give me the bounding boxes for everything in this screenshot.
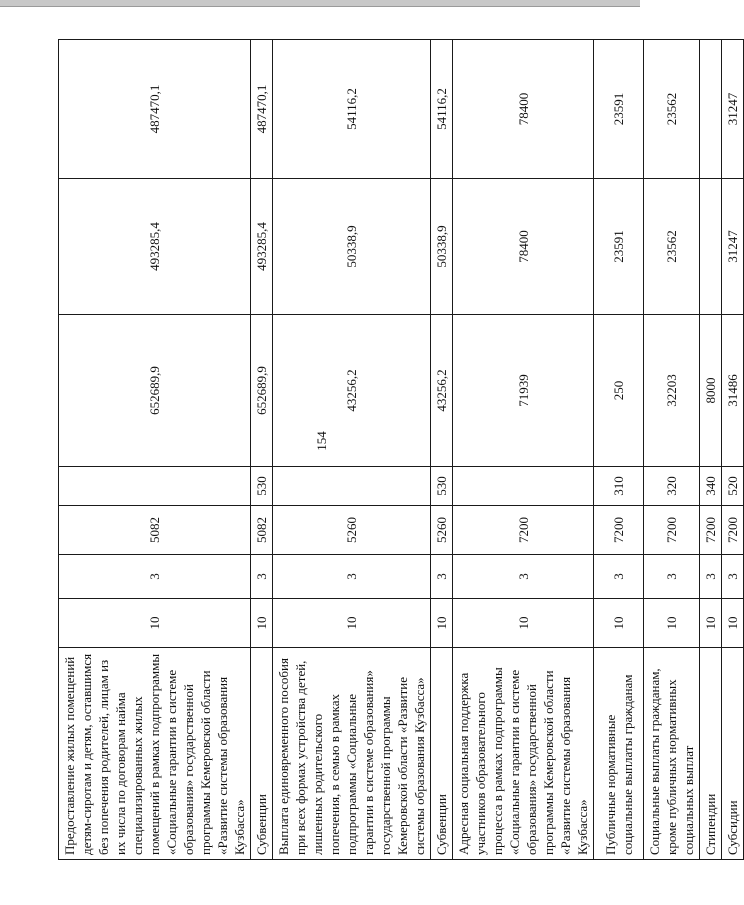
amount-year-3: 23591 (594, 40, 644, 179)
budget-table (58, 39, 744, 860)
section-code: 10 (594, 599, 644, 648)
section-code: 10 (453, 599, 594, 648)
amount-year-3: 31247 (722, 40, 744, 179)
table-row (644, 40, 700, 860)
amount-year-1: 43256,2 (431, 315, 453, 467)
table-row (594, 40, 644, 860)
amount-year-2: 50338,9 (431, 179, 453, 315)
section-code: 10 (251, 599, 273, 648)
table-row (273, 40, 431, 860)
amount-year-2: 78400 (453, 179, 594, 315)
row-description: Субсидии (722, 648, 744, 860)
amount-year-2 (700, 179, 722, 315)
page-number: 154 (314, 431, 329, 451)
amount-year-3: 487470,1 (251, 40, 273, 179)
amount-year-1: 250 (594, 315, 644, 467)
row-description: Выплата единовременного пособия при всех формах устройства детей, лишенных родительского попечения, в семью в рамках подпрограммы «Социальные гарантии в системе образования» государственной программы Кемеровской области «Развитие системы образования Кузбасса» (273, 648, 431, 860)
target-article-code: 7200 (453, 506, 594, 555)
subsection-code: 3 (59, 555, 251, 599)
subsection-code: 3 (251, 555, 273, 599)
expense-type-code (59, 467, 251, 506)
amount-year-3: 54116,2 (273, 40, 431, 179)
expense-type-code: 320 (644, 467, 700, 506)
table-row (59, 40, 251, 860)
row-description: Субвенции (431, 648, 453, 860)
expense-type-code: 530 (251, 467, 273, 506)
expense-type-code: 530 (431, 467, 453, 506)
section-code: 10 (700, 599, 722, 648)
section-code: 10 (431, 599, 453, 648)
subsection-code: 3 (453, 555, 594, 599)
expense-type-code: 340 (700, 467, 722, 506)
row-description: Стипендии (700, 648, 722, 860)
table-row (431, 40, 453, 860)
amount-year-1: 652689,9 (251, 315, 273, 467)
target-article-code: 7200 (700, 506, 722, 555)
table-row (722, 40, 744, 860)
amount-year-1: 32203 (644, 315, 700, 467)
target-article-code: 5082 (251, 506, 273, 555)
amount-year-2: 493285,4 (251, 179, 273, 315)
target-article-code: 5082 (59, 506, 251, 555)
amount-year-1: 8000 (700, 315, 722, 467)
target-article-code: 7200 (594, 506, 644, 555)
table-row (251, 40, 273, 860)
amount-year-1: 652689,9 (59, 315, 251, 467)
amount-year-2: 493285,4 (59, 179, 251, 315)
expense-type-code: 310 (594, 467, 644, 506)
target-article-code: 5260 (273, 506, 431, 555)
amount-year-3: 54116,2 (431, 40, 453, 179)
subsection-code: 3 (700, 555, 722, 599)
amount-year-2: 23591 (594, 179, 644, 315)
amount-year-2: 50338,9 (273, 179, 431, 315)
row-description: Адресная социальная поддержка участников образовательного процесса в рамках подпрограммы «Социальные гарантии в системе образования» государственной программы Кемеровской области «Развитие системы образования Кузбасса» (453, 648, 594, 860)
amount-year-2: 31247 (722, 179, 744, 315)
table-row (700, 40, 722, 860)
row-description: Предоставление жилых помещений детям-сиротам и детям, оставшимся без попечения родителей, лицам из их числа по договорам найма специализированных жилых помещений в рамках подпрограммы «Социальные гарантии в системе образования» государственной программы Кемеровской области «Развитие системы образования Кузбасса» (59, 648, 251, 860)
subsection-code: 3 (722, 555, 744, 599)
subsection-code: 3 (594, 555, 644, 599)
expense-type-code (453, 467, 594, 506)
section-code: 10 (59, 599, 251, 648)
amount-year-1: 31486 (722, 315, 744, 467)
row-description: Социальные выплаты гражданам, кроме публичных нормативных социальных выплат (644, 648, 700, 860)
amount-year-1: 71939 (453, 315, 594, 467)
section-code: 10 (273, 599, 431, 648)
target-article-code: 7200 (644, 506, 700, 555)
row-description: Публичные нормативные социальные выплаты гражданам (594, 648, 644, 860)
subsection-code: 3 (644, 555, 700, 599)
expense-type-code: 520 (722, 467, 744, 506)
amount-year-3: 487470,1 (59, 40, 251, 179)
scan-edge (0, 0, 640, 7)
section-code: 10 (722, 599, 744, 648)
row-description: Субвенции (251, 648, 273, 860)
target-article-code: 7200 (722, 506, 744, 555)
amount-year-2: 23562 (644, 179, 700, 315)
table-container (58, 40, 740, 860)
amount-year-3: 78400 (453, 40, 594, 179)
expense-type-code (273, 467, 431, 506)
section-code: 10 (644, 599, 700, 648)
amount-year-3: 23562 (644, 40, 700, 179)
subsection-code: 3 (431, 555, 453, 599)
subsection-code: 3 (273, 555, 431, 599)
amount-year-1: 43256,2 (273, 315, 431, 467)
amount-year-3 (700, 40, 722, 179)
target-article-code: 5260 (431, 506, 453, 555)
table-row (453, 40, 594, 860)
